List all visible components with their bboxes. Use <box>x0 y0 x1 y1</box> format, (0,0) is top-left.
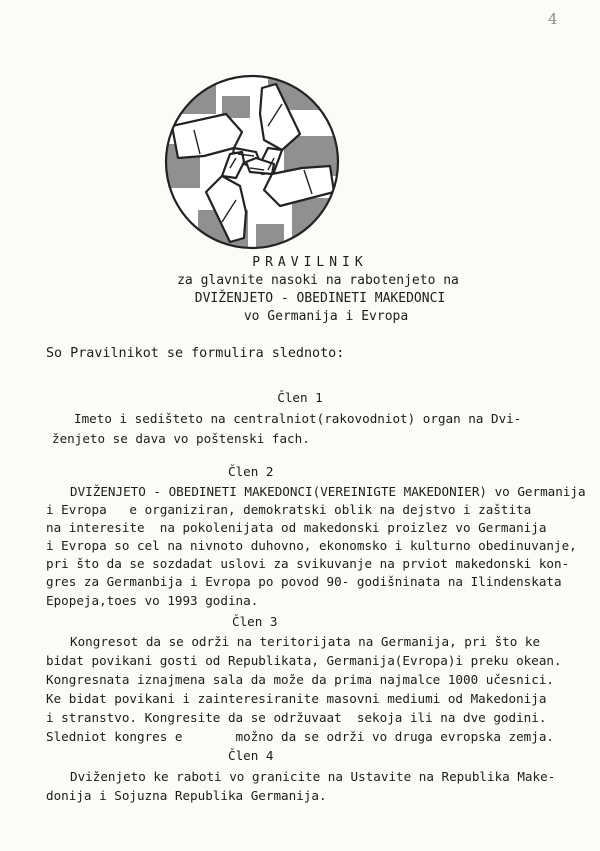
article-1-title: Člen 1 <box>277 390 323 405</box>
article-3-line: Ke bidat povikani i zainteresiranite masovni mediumi od Makedonija <box>46 691 547 706</box>
article-3-line: bidat povikani gosti od Republikata, Germanija(Evropa)i preku okean. <box>46 653 562 668</box>
article-4-line: donija i Sojuzna Republika Germanija. <box>46 788 327 803</box>
article-3-title: Člen 3 <box>232 614 278 629</box>
document-title: PRAVILNIK <box>252 255 368 270</box>
interlocked-hands-globe-icon <box>164 74 340 250</box>
article-3-line: Kongresot da se održi na teritorijata na Germanija, pri što ke <box>70 634 541 649</box>
article-3-line: i stranstvo. Kongresite da se održuvaat sekoja ili na dve godini. <box>46 710 547 725</box>
article-2-line: i Evropa so cel na nivnoto duhovno, ekonomsko i kulturno obedinuvanje, <box>46 538 577 553</box>
article-2-title: Člen 2 <box>228 464 274 479</box>
article-3-line: Kongresnata iznajmena sala da može da prima najmalce 1000 učesnici. <box>46 672 554 687</box>
article-2-line: Epopeja,toes vo 1993 godina. <box>46 593 259 608</box>
article-4-title: Člen 4 <box>228 748 274 763</box>
heading-line-1: za glavnite nasoki na rabotenjeto na <box>177 273 459 288</box>
article-2-line: pri što da se sozdadat uslovi za svikuvanje na prviot makedonski kon- <box>46 556 570 571</box>
article-2-line: i Evropa e organiziran, demokratski oblik na dejstvo i zaštita <box>46 502 532 517</box>
article-2-line: gres za Germanbija i Evropa po povod 90- godišninata na Ilindenskata <box>46 574 562 589</box>
article-3-line: Sledniot kongres e možno da se održi vo druga evropska zemja. <box>46 729 554 744</box>
heading-line-3: vo Germanija i Evropa <box>243 309 409 324</box>
document-heading <box>0 254 600 326</box>
heading-line-2: DVIŽENJETO - OBEDINETI MAKEDONCI <box>194 291 446 306</box>
article-2-line: na interesite na pokolenijata od makedonski proizlez vo Germanija <box>46 520 547 535</box>
article-2-line: DVIŽENJETO - OBEDINETI MAKEDONCI(VEREINIGTE MAKEDONIER) vo Germanija <box>70 484 586 499</box>
intro-text: So Pravilnikot se formulira slednoto: <box>46 346 345 361</box>
article-4-line: Dviženjeto ke raboti vo granicite na Ustavite na Republika Make- <box>70 769 556 784</box>
article-1-line: Imeto i sedišteto na centralniot(rakovodniot) organ na Dvi- <box>74 411 522 426</box>
page-number: 4 <box>548 10 558 28</box>
article-1-line: ženjeto se dava vo poštenski fach. <box>52 431 310 446</box>
